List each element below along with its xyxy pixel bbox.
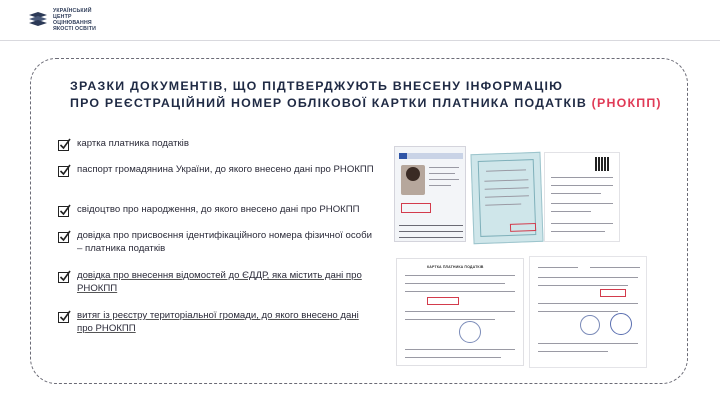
org-line: ЯКОСТІ ОСВІТИ (53, 26, 97, 32)
checkmark-icon (58, 230, 71, 243)
list-item (58, 269, 376, 295)
title-line-2 (70, 95, 670, 112)
checkmark-icon (58, 204, 71, 217)
list-item (58, 229, 376, 255)
list-item (58, 137, 189, 150)
ucoyo-logo-icon (28, 11, 48, 29)
title-line-2-text: ПРО РЕЄСТРАЦІЙНИЙ НОМЕР ОБЛІКОВОЇ КАРТКИ ПЛАТНИКА ПОДАТКІВ (70, 96, 588, 110)
title-line-1: ЗРАЗКИ ДОКУМЕНТІВ, ЩО ПІДТВЕРДЖУЮТЬ ВНЕСЕНУ ІНФОРМАЦІЮ (70, 79, 564, 93)
checkmark-icon (58, 164, 71, 177)
list-item-text: довідка про присвоєння ідентифікаційного номера фізичної особи – платника податків (77, 230, 372, 254)
list-item (58, 163, 374, 176)
edrr-certificate-sample-image (529, 256, 647, 368)
title-accent: (РНОКПП) (591, 96, 662, 110)
header-divider (0, 40, 720, 41)
birth-certificate-sample-image (470, 152, 543, 244)
checkmark-icon (58, 138, 71, 151)
list-item-text: довідка про внесення відомостей до ЄДДР, яка містить дані про РНОКПП (77, 270, 362, 294)
taxcard-title: КАРТКА ПЛАТНИКА ПОДАТКІВ (427, 265, 484, 269)
taxpayer-card-sample-image (396, 258, 524, 366)
header-logo (28, 8, 96, 32)
list-item-text: витяг із реєстру територіальної громади, до якого внесено дані про РНОКПП (77, 310, 359, 334)
checkmark-icon (58, 310, 71, 323)
page-title (70, 78, 670, 112)
checkmark-icon (58, 270, 71, 283)
list-item (58, 309, 376, 335)
org-name (53, 8, 96, 32)
org-line: ЦЕНТР (53, 14, 72, 20)
org-line: УКРАЇНСЬКИЙ (53, 8, 92, 14)
list-item (58, 203, 360, 216)
list-item-text: свідоцтво про народження, до якого внесено дані про РНОКПП (77, 204, 360, 215)
passport-sample-image (394, 146, 466, 242)
org-line: ОЦІНЮВАННЯ (53, 20, 92, 26)
identification-certificate-sample-image (544, 152, 620, 242)
list-item-text: картка платника податків (77, 138, 189, 149)
list-item-text: паспорт громадянина України, до якого внесено дані про РНОКПП (77, 164, 374, 175)
